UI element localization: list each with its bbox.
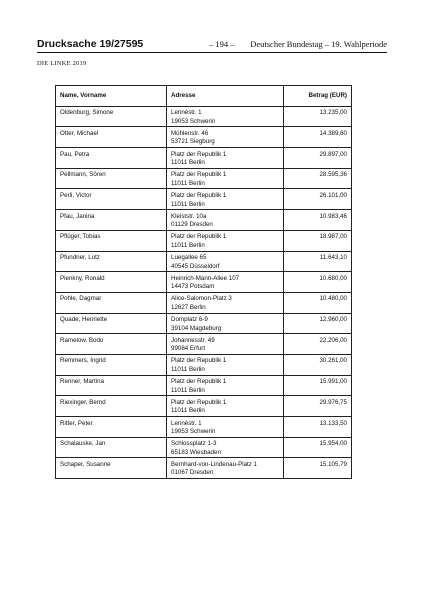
cell-address	[167, 127, 284, 148]
address-city: 11011 Berlin	[171, 200, 205, 208]
cell-amount	[284, 230, 352, 251]
cell-amount	[284, 148, 352, 169]
address-street: Platz der Republik 1	[171, 357, 227, 365]
amount-value: 18.987,00	[319, 233, 347, 241]
address-street: Platz der Republik 1	[171, 398, 227, 406]
recipient-name: Pflüger, Tobias	[60, 233, 101, 241]
document-number	[37, 38, 143, 50]
address-city: 11011 Berlin	[171, 407, 205, 415]
cell-amount	[284, 272, 352, 293]
address-street: Platz der Republik 1	[171, 150, 227, 158]
cell-amount	[284, 292, 352, 313]
cell-name	[56, 210, 167, 231]
table-row	[56, 272, 352, 293]
cell-name	[56, 313, 167, 334]
donation-table	[55, 85, 352, 479]
table-row	[56, 354, 352, 375]
table-row	[56, 396, 352, 417]
recipient-name: Oldenburg, Simone	[60, 109, 114, 117]
cell-amount	[284, 106, 352, 127]
table-row	[56, 417, 352, 438]
address-city: 12627 Berlin	[171, 303, 206, 311]
cell-name	[56, 458, 167, 479]
table-row	[56, 148, 352, 169]
address-city: 11011 Berlin	[171, 241, 205, 249]
cell-name	[56, 417, 167, 438]
page-header	[37, 38, 387, 53]
address-street: Alice-Salomon-Platz 3	[171, 295, 232, 303]
address-street: Platz der Republik 1	[171, 191, 227, 199]
amount-value: 15.991,00	[319, 378, 347, 386]
cell-address	[167, 148, 284, 169]
cell-name	[56, 437, 167, 458]
recipient-name: Ramelow, Bodo	[60, 336, 104, 344]
address-street: Platz der Republik 1	[171, 378, 227, 386]
address-street: Schlossplatz 1-3	[171, 440, 217, 448]
cell-address	[167, 210, 284, 231]
cell-amount	[284, 417, 352, 438]
cell-amount	[284, 375, 352, 396]
address-street: Lennéstr. 1	[171, 109, 202, 117]
cell-address	[167, 272, 284, 293]
address-street: Luegallee 65	[171, 254, 207, 261]
address-street: Platz der Republik 1	[171, 171, 227, 179]
cell-address	[167, 396, 284, 417]
cell-name	[56, 189, 167, 210]
address-street: Mühlenstr. 46	[171, 129, 209, 137]
cell-address	[167, 458, 284, 479]
table-row	[56, 106, 352, 127]
table-row	[56, 334, 352, 355]
cell-address	[167, 168, 284, 189]
recipient-name: Pienkny, Ronald	[60, 274, 105, 282]
cell-address	[167, 230, 284, 251]
recipient-name: Pellmann, Sören	[60, 171, 106, 179]
table-header-row	[56, 86, 352, 107]
table-row	[56, 230, 352, 251]
amount-value: 10.680,00	[319, 274, 347, 282]
amount-value: 15.105,79	[319, 460, 347, 468]
cell-amount	[284, 334, 352, 355]
cell-name	[56, 375, 167, 396]
cell-name	[56, 354, 167, 375]
table-row	[56, 251, 352, 272]
recipient-name: Renner, Martina	[60, 378, 105, 386]
cell-name	[56, 106, 167, 127]
address-city: 39104 Magdeburg	[171, 324, 222, 332]
amount-value: 29.976,75	[319, 398, 347, 406]
address-city: 11011 Berlin	[171, 179, 205, 187]
recipient-name: Pau, Petra	[60, 150, 90, 158]
amount-value: 30.261,00	[319, 357, 347, 365]
document-label: Drucksache 19/	[37, 38, 115, 50]
address-city: 99084 Erfurt	[171, 345, 206, 353]
amount-value: 13.235,00	[319, 109, 347, 117]
recipient-name: Pohle, Dagmar	[60, 295, 102, 303]
cell-amount	[284, 251, 352, 272]
address-city: 19053 Schwerin	[171, 117, 216, 125]
address-street: Kleiststr. 10a	[171, 212, 207, 220]
cell-address	[167, 292, 284, 313]
cell-name	[56, 272, 167, 293]
page-number: – 194 –	[209, 39, 235, 49]
table-row	[56, 375, 352, 396]
cell-name	[56, 127, 167, 148]
address-street: Bernhard-von-Lindenau-Platz 1	[171, 460, 257, 468]
address-city: 11011 Berlin	[171, 366, 205, 374]
address-city: 19053 Schwerin	[171, 428, 216, 436]
address-street: Heinrich-Mann-Allee 107	[171, 274, 240, 282]
cell-address	[167, 106, 284, 127]
amount-value: 10.983,46	[319, 212, 347, 220]
cell-amount	[284, 458, 352, 479]
address-city: 14473 Potsdam	[171, 283, 215, 291]
recipient-name: Pfundner, Lutz	[60, 254, 100, 261]
cell-name	[56, 396, 167, 417]
cell-name	[56, 334, 167, 355]
column-header-amount: Betrag (EUR)	[284, 86, 352, 107]
recipient-name: Quade, Henriette	[60, 316, 108, 324]
recipient-name: Perli, Victor	[60, 191, 92, 199]
table-row	[56, 458, 352, 479]
address-street: Lennéstr. 1	[171, 419, 202, 427]
amount-value: 10.480,00	[319, 295, 347, 303]
cell-amount	[284, 313, 352, 334]
address-city: 11011 Berlin	[171, 386, 205, 394]
cell-amount	[284, 354, 352, 375]
address-city: 40545 Düsseldorf	[171, 262, 220, 270]
address-city: 01067 Dresden	[171, 469, 214, 477]
table-row	[56, 437, 352, 458]
column-header-name: Name, Vorname	[56, 86, 167, 107]
recipient-name: Remmers, Ingrid	[60, 357, 106, 365]
cell-name	[56, 230, 167, 251]
cell-address	[167, 334, 284, 355]
cell-name	[56, 168, 167, 189]
cell-amount	[284, 210, 352, 231]
table-row	[56, 313, 352, 334]
cell-address	[167, 375, 284, 396]
recipient-name: Otter, Michael	[60, 129, 99, 137]
table-row	[56, 168, 352, 189]
address-street: Domplatz 6-9	[171, 316, 208, 324]
table-row	[56, 189, 352, 210]
cell-address	[167, 313, 284, 334]
cell-name	[56, 292, 167, 313]
amount-value: 22.206,00	[319, 336, 347, 344]
table-row	[56, 127, 352, 148]
address-city: 01129 Dresden	[171, 221, 213, 229]
amount-value: 29.897,00	[319, 150, 347, 158]
recipient-name: Schalauske, Jan	[60, 440, 106, 448]
cell-address	[167, 251, 284, 272]
section-title: DIE LINKE 2019	[37, 60, 87, 67]
cell-address	[167, 354, 284, 375]
amount-value: 28.595,36	[319, 171, 347, 179]
table-row	[56, 210, 352, 231]
recipient-name: Ritter, Peter	[60, 419, 93, 427]
cell-name	[56, 148, 167, 169]
cell-address	[167, 417, 284, 438]
address-street: Platz der Republik 1	[171, 233, 227, 241]
document-number-value: 27595	[114, 38, 144, 50]
cell-amount	[284, 168, 352, 189]
amount-value: 26.101,00	[319, 191, 347, 199]
amount-value: 15.954,00	[319, 440, 347, 448]
address-city: 11011 Berlin	[171, 159, 205, 167]
amount-value: 11.643,10	[319, 254, 347, 261]
recipient-name: Schaper, Susanne	[60, 460, 111, 468]
cell-amount	[284, 437, 352, 458]
cell-name	[56, 251, 167, 272]
cell-address	[167, 189, 284, 210]
address-street: Johannesstr. 49	[171, 336, 215, 344]
cell-amount	[284, 396, 352, 417]
column-header-address: Adresse	[167, 86, 284, 107]
recipient-name: Pfau, Janina	[60, 212, 95, 220]
address-city: 53721 Siegburg	[171, 138, 215, 146]
address-city: 65183 Wiesbaden	[171, 448, 221, 456]
table-row	[56, 292, 352, 313]
cell-address	[167, 437, 284, 458]
cell-amount	[284, 189, 352, 210]
amount-value: 13.133,50	[319, 419, 347, 427]
parliament-period: Deutscher Bundestag – 19. Wahlperiode	[250, 39, 387, 49]
recipient-name: Riexinger, Bernd	[60, 398, 106, 406]
amount-value: 14.389,60	[319, 129, 347, 137]
cell-amount	[284, 127, 352, 148]
amount-value: 12.960,00	[319, 316, 347, 324]
